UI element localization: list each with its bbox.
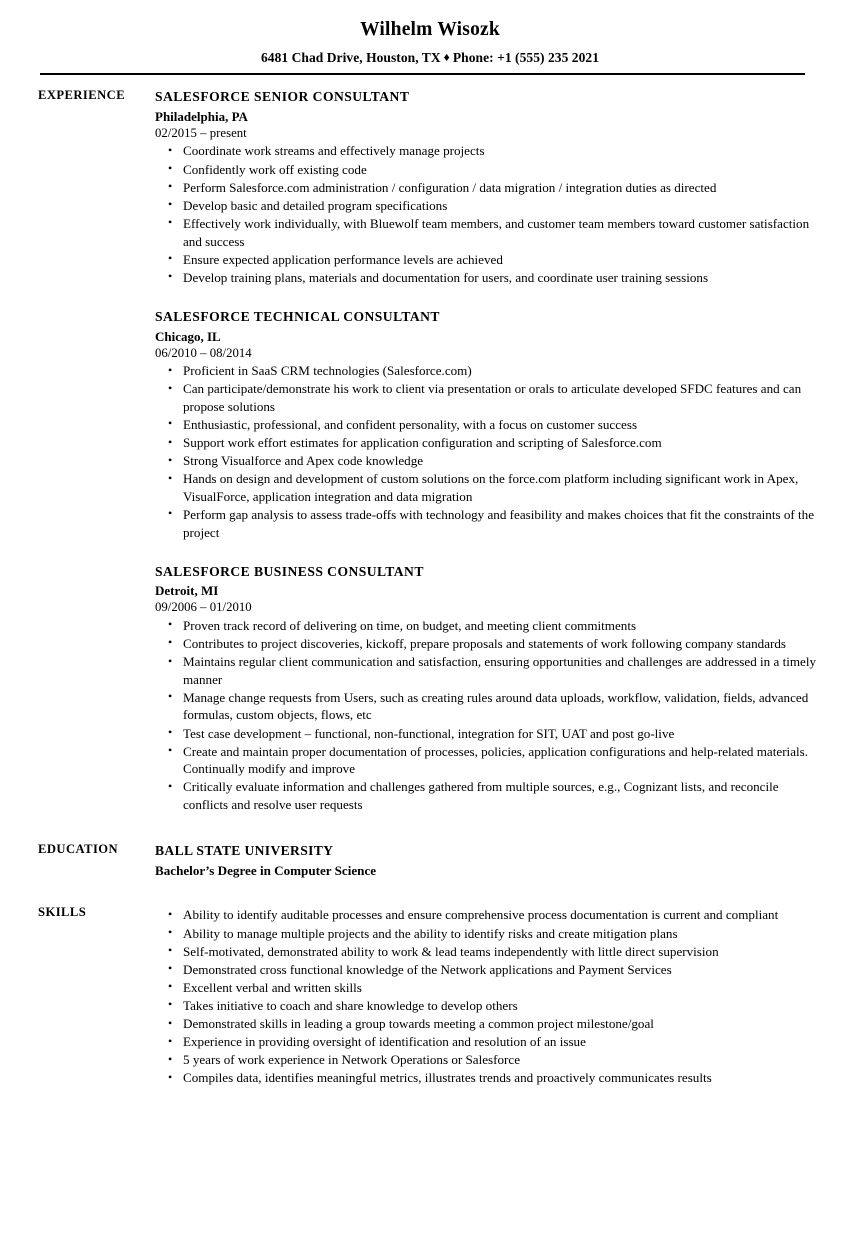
job-bullet: • Maintains regular client communication and satisfaction, ensuring opportunities and challenges are addressed in a timely manner — [155, 653, 820, 688]
job-bullet: • Develop training plans, materials and documentation for users, and coordinate user training sessions — [155, 269, 820, 287]
job-bullet-list — [155, 362, 820, 541]
experience-entry — [155, 88, 820, 286]
job-bullet: • Proven track record of delivering on time, on budget, and meeting client commitments — [155, 617, 820, 635]
job-bullet: • Critically evaluate information and challenges gathered from multiple sources, e.g., Cognizant lists, and reconcile conflicts and resolve user requests — [155, 778, 820, 813]
job-bullet-list — [155, 617, 820, 814]
section-skills — [0, 905, 860, 1087]
skill-bullet: • Compiles data, identifies meaningful metrics, illustrates trends and proactively communicates results — [155, 1069, 820, 1087]
skill-bullet: • Excellent verbal and written skills — [155, 979, 820, 997]
contact-phone: Phone: +1 (555) 235 2021 — [452, 50, 599, 66]
job-bullet: • Contributes to project discoveries, kickoff, prepare proposals and statements of work following company standards — [155, 635, 820, 653]
experience-entry — [155, 308, 820, 541]
contact-address: 6481 Chad Drive, Houston, TX — [260, 50, 441, 66]
spacer — [155, 542, 820, 563]
skills-bullet-list — [155, 906, 820, 1087]
job-bullet: • Ensure expected application performance levels are achieved — [155, 251, 820, 269]
job-bullet: • Coordinate work streams and effectively manage projects — [155, 142, 820, 160]
experience-entry — [155, 563, 820, 814]
job-bullet: • Enthusiastic, professional, and confident personality, with a focus on customer success — [155, 416, 820, 434]
job-bullet: • Proficient in SaaS CRM technologies (Salesforce.com) — [155, 362, 820, 380]
section-label-column — [0, 842, 155, 856]
section-label-column — [0, 88, 155, 102]
job-bullet: • Confidently work off existing code — [155, 161, 820, 179]
skill-bullet: • Ability to identify auditable processes and ensure comprehensive process documentation is current and compliant — [155, 906, 820, 924]
job-bullet: • Effectively work individually, with Bluewolf team members, and customer team members toward customer satisfaction and success — [155, 215, 820, 250]
spacer — [0, 75, 860, 88]
job-dates: 02/2015 – present — [155, 126, 247, 141]
spacer — [0, 814, 860, 842]
spacer — [0, 879, 860, 905]
skill-bullet: • 5 years of work experience in Network Operations or Salesforce — [155, 1051, 820, 1069]
education-school: BALL STATE UNIVERSITY — [155, 843, 334, 859]
education-content — [155, 842, 860, 879]
section-label-education: EDUCATION — [38, 842, 119, 857]
section-label-column — [0, 905, 155, 919]
job-bullet: • Can participate/demonstrate his work to client via presentation or orals to articulate developed SFDC features and can propose solutions — [155, 380, 820, 415]
job-title: SALESFORCE SENIOR CONSULTANT — [155, 89, 410, 105]
skill-bullet: • Demonstrated cross functional knowledge of the Network applications and Payment Services — [155, 961, 820, 979]
job-bullet-list — [155, 142, 820, 286]
job-location: Philadelphia, PA — [155, 108, 248, 124]
job-bullet: • Develop basic and detailed program specifications — [155, 197, 820, 215]
experience-content — [155, 88, 860, 814]
section-label-experience: EXPERIENCE — [38, 88, 126, 103]
diamond-separator-icon: ♦ — [443, 50, 450, 65]
section-education — [0, 842, 860, 879]
skills-content — [155, 905, 860, 1087]
spacer — [155, 287, 820, 308]
job-bullet: • Create and maintain proper documentation of processes, policies, application configurations and help-related materials. Continually modify and improve — [155, 743, 820, 778]
contact-line — [0, 51, 860, 66]
skill-bullet: • Experience in providing oversight of identification and resolution of an issue — [155, 1033, 820, 1051]
job-bullet: • Perform Salesforce.com administration / configuration / data migration / integration duties as directed — [155, 179, 820, 197]
job-title: SALESFORCE BUSINESS CONSULTANT — [155, 563, 424, 579]
job-dates: 06/2010 – 08/2014 — [155, 345, 252, 360]
skill-bullet: • Takes initiative to coach and share knowledge to develop others — [155, 997, 820, 1015]
job-bullet: • Strong Visualforce and Apex code knowledge — [155, 452, 820, 470]
job-dates: 09/2006 – 01/2010 — [155, 600, 252, 615]
skill-bullet: • Demonstrated skills in leading a group towards meeting a common project milestone/goal — [155, 1015, 820, 1033]
job-bullet: • Test case development – functional, non-functional, integration for SIT, UAT and post go-live — [155, 725, 820, 743]
skill-bullet: • Ability to manage multiple projects and the ability to identify risks and create mitigation plans — [155, 925, 820, 943]
skill-bullet: • Self-motivated, demonstrated ability to work & lead teams independently with little direct supervision — [155, 943, 820, 961]
job-location: Detroit, MI — [155, 583, 219, 599]
resume-header — [0, 0, 860, 66]
job-bullet: • Hands on design and development of custom solutions on the force.com platform including significant work in Apex, VisualForce, application integration and data migration — [155, 470, 820, 505]
candidate-name: Wilhelm Wisozk — [360, 19, 500, 40]
education-degree: Bachelor’s Degree in Computer Science — [155, 862, 377, 878]
job-bullet: • Manage change requests from Users, such as creating rules around data uploads, workflow, validation, fields, advanced formulas, custom objects, flows, etc — [155, 689, 820, 724]
job-title: SALESFORCE TECHNICAL CONSULTANT — [155, 308, 440, 324]
section-label-skills: SKILLS — [38, 905, 87, 920]
job-bullet: • Perform gap analysis to assess trade-offs with technology and feasibility and makes choices that fit the constraints of the project — [155, 506, 820, 541]
section-experience — [0, 88, 860, 814]
job-location: Chicago, IL — [155, 328, 221, 344]
job-bullet: • Support work effort estimates for application configuration and scripting of Salesforce.com — [155, 434, 820, 452]
